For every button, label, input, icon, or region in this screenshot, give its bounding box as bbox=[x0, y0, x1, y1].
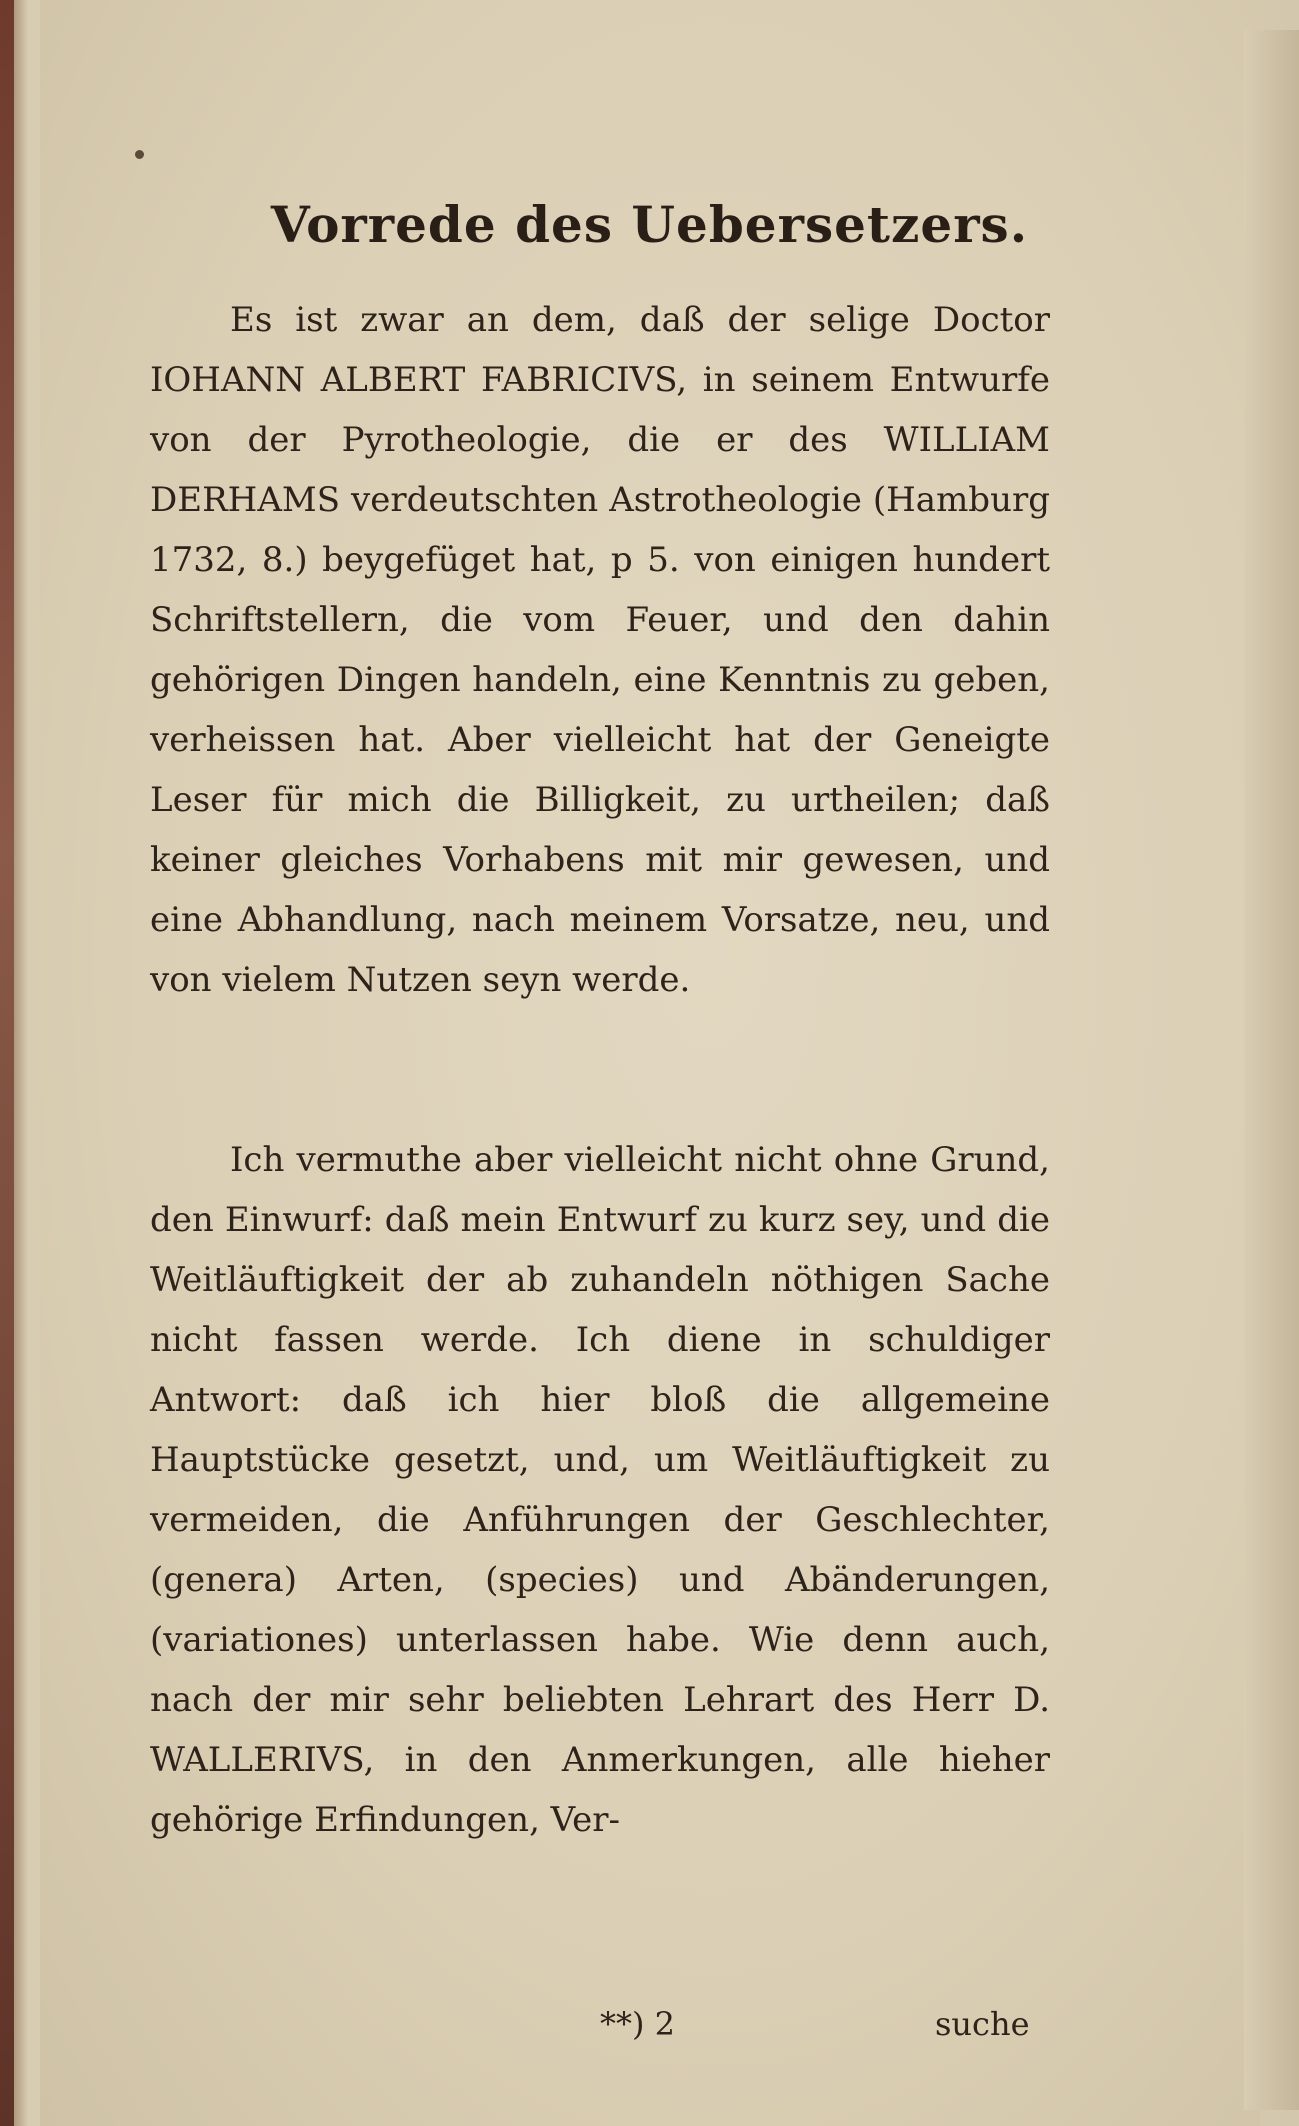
page-footer bbox=[0, 2005, 1299, 2065]
catchword: suche bbox=[935, 2005, 1030, 2043]
signature-mark: **) 2 bbox=[600, 2005, 676, 2043]
paragraph-1: Es ist zwar an dem, daß der selige Doctor IOHANN ALBERT FABRICIVS, in seinem Entwurfe von der Pyrotheologie, die er des WILLIAM DERHAMS verdeutschten Astrotheologie (Hamburg 1732, 8.) beygefüget hat, p 5. von einigen hundert Schriftstellern, die vom Feuer, und den dahin gehörigen Dingen handeln, eine Kenntnis zu geben, verheissen hat. Aber vielleicht hat der Geneigte Leser für mich die Billigkeit, zu urtheilen; daß keiner gleiches Vorhabens mit mir gewesen, und eine Abhandlung, nach meinem Vorsatze, neu, und von vielem Nutzen seyn werde. bbox=[150, 300, 1050, 1000]
page-heading: Vorrede des Uebersetzers. bbox=[270, 195, 1029, 254]
ink-spot bbox=[135, 150, 144, 159]
page-edge-shadow bbox=[1244, 30, 1299, 2110]
paragraph-2: Ich vermuthe aber vielleicht nicht ohne Grund, den Einwurf: daß mein Entwurf zu kurz sey, und die Weitläuftigkeit der ab zuhandeln nöthigen Sache nicht fassen werde. Ich diene in schuldiger Antwort: daß ich hier bloß die allgemeine Hauptstücke gesetzt, und, um Weitläuftigkeit zu vermeiden, die Anführungen der Geschlechter, (genera) Arten, (species) und Abänderungen, (variationes) unterlassen habe. Wie denn auch, nach der mir sehr beliebten Lehrart des Herr D. WALLERIVS, in den Anmerkungen, alle hieher gehörige Erfindungen, Ver- bbox=[150, 1140, 1050, 1840]
book-binding-edge bbox=[0, 0, 14, 2126]
